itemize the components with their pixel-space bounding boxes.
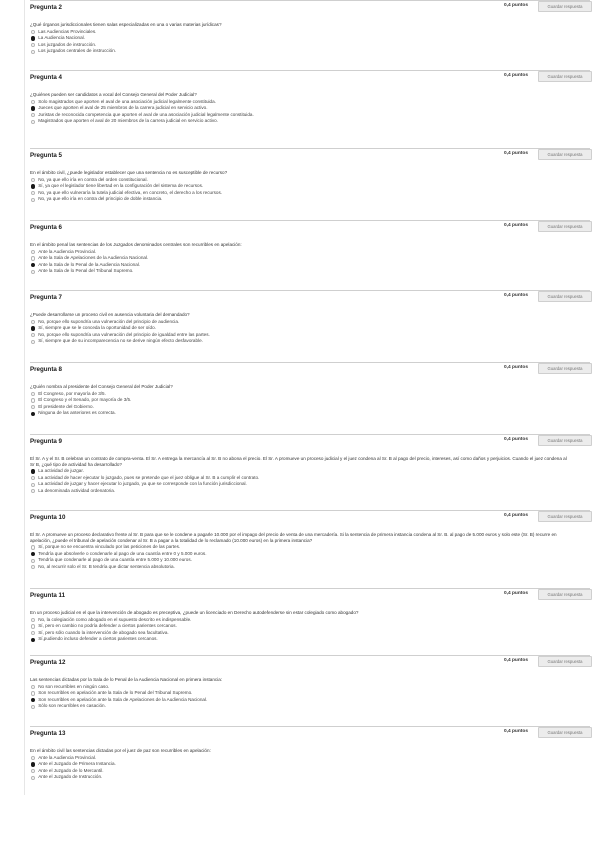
question-text: En el ámbito civil, ¿puede legislador establecer que una sentencia no es susceptible de recurso?	[30, 170, 228, 175]
radio-empty-icon[interactable]	[31, 392, 35, 396]
question-block	[30, 220, 590, 275]
radio-empty-icon[interactable]	[31, 50, 35, 54]
answer-option[interactable]	[31, 404, 590, 411]
answer-options	[30, 617, 590, 643]
answer-option-label: No, la colegiación como abogado en el supuesto descrito es indispensable.	[38, 616, 192, 622]
answer-option[interactable]	[31, 99, 590, 106]
answer-option[interactable]	[31, 249, 590, 256]
answer-option[interactable]	[31, 183, 590, 190]
radio-empty-icon[interactable]	[31, 120, 35, 124]
question-score: 0,4 puntos	[504, 3, 528, 8]
answer-option[interactable]	[31, 544, 590, 551]
answer-option-label: Los juzgados de instrucción.	[38, 41, 97, 47]
answer-option-label: Magistrados que aporten el aval de 20 miembros de la carrera judicial en servicio activo.	[38, 118, 218, 124]
save-answer-button[interactable]: Guardar respuesta	[538, 435, 592, 446]
save-answer-button[interactable]: Guardar respuesta	[538, 71, 592, 82]
question-block	[30, 510, 590, 571]
question-text: ¿Puede desarrollarse un proceso civil en ausencia voluntaria del demandado?	[30, 312, 190, 317]
radio-empty-icon[interactable]	[31, 483, 35, 487]
radio-empty-icon[interactable]	[31, 191, 35, 195]
radio-empty-icon[interactable]	[31, 405, 35, 409]
answer-option[interactable]	[31, 684, 590, 691]
radio-empty-icon[interactable]	[31, 43, 35, 47]
question-text: ¿Quién nombra al presidente del Consejo General del Poder Judicial?	[30, 384, 173, 389]
answer-option[interactable]	[31, 196, 590, 203]
answer-option-label: Ante el Juzgado de Instrucción.	[38, 774, 103, 780]
question-title: Pregunta 4	[30, 74, 62, 81]
answer-option-label: Sí, porque no se encuentra vinculado por las peticiones de las partes.	[38, 544, 181, 550]
question-block	[30, 290, 590, 345]
radio-empty-icon[interactable]	[31, 685, 35, 689]
answer-option[interactable]	[31, 557, 590, 564]
question-text: El Sr. A promueve un proceso declarativo frente al Sr. B para que se le condene a pagarle 10.000 por el impago del precio de venta de una mercadería. Si la sentencia de primera instancia condena al Sr. B. al pago de 5.000 euros y solo este (Sr. B) recurre en apelación, ¿puede el tribunal de apelación condenar al Sr. B a pagar a la totalidad de lo reclamado (10.000 euros) en la primera instancia?	[30, 532, 557, 543]
page-left-rule	[24, 0, 25, 795]
radio-selected-icon[interactable]	[31, 698, 35, 702]
answer-option-label: Sí,pudiendo incluso defender a ciertos parientes cercanos.	[38, 636, 158, 642]
radio-selected-icon[interactable]	[31, 762, 35, 766]
answer-options	[30, 99, 590, 125]
answer-option[interactable]	[31, 551, 590, 558]
answer-option-label: El presidente del Gobierno.	[38, 403, 94, 409]
answer-option-label: No, ya que ello iría en contra del orden constitucional.	[38, 176, 148, 182]
radio-empty-icon[interactable]	[31, 545, 35, 549]
question-score: 0,4 puntos	[504, 729, 528, 734]
radio-empty-icon[interactable]	[31, 769, 35, 773]
question-text: ¿Qué órganos jurisdiccionales tienen salas especializadas en una o varias materias jurídicas?	[30, 22, 222, 27]
radio-empty-icon[interactable]	[31, 320, 35, 324]
answer-option[interactable]	[31, 768, 590, 775]
question-title: Pregunta 2	[30, 4, 62, 11]
question-title: Pregunta 10	[30, 514, 66, 521]
radio-empty-icon[interactable]	[31, 776, 35, 780]
answer-option[interactable]	[31, 397, 590, 404]
answer-option-label: Sí, pero sólo cuando la intervención de abogado sea facultativa.	[38, 629, 169, 635]
radio-empty-icon[interactable]	[31, 113, 35, 117]
answer-option-label: Son recurribles en apelación ante la Sala de lo Penal del Tribunal Supremo.	[38, 690, 193, 696]
answer-option[interactable]	[31, 636, 590, 643]
question-score: 0,4 puntos	[504, 658, 528, 663]
answer-options	[30, 391, 590, 417]
question-text: En el ámbito penal las sentencias de los Juzgados denominados centrales son recurribles en apelación:	[30, 242, 242, 247]
answer-option[interactable]	[31, 623, 590, 630]
question-block	[30, 0, 590, 55]
radio-selected-icon[interactable]	[31, 326, 35, 330]
answer-option-label: Las Audiencias Provinciales.	[38, 28, 97, 34]
answer-option-label: La denominada actividad ordenatoria.	[38, 487, 116, 493]
answer-option[interactable]	[31, 481, 590, 488]
question-block	[30, 362, 590, 417]
answer-option-label: El Congreso y el Senado, por mayoría de 3/5.	[38, 397, 132, 403]
question-block	[30, 588, 590, 643]
answer-options	[30, 544, 590, 570]
answer-option[interactable]	[31, 112, 590, 119]
answer-option[interactable]	[31, 630, 590, 637]
answer-option-label: Tendría que condenarle al pago de una cuantía entre 5.000 y 10.000 euros.	[38, 557, 192, 563]
radio-empty-icon[interactable]	[31, 691, 35, 695]
answer-option[interactable]	[31, 35, 590, 42]
answer-option-label: No, ya que ello vulneraría la tutela judicial efectiva, en concreto, el derecho a los recursos.	[38, 189, 223, 195]
question-title: Pregunta 9	[30, 438, 62, 445]
answer-option-label: No, porque ello supondría una vulneración del principio de audiencia.	[38, 318, 180, 324]
answer-option-label: Sí, siempre que de su incomparecencia no se derive ningún efecto desfavorable.	[38, 338, 203, 344]
radio-selected-icon[interactable]	[31, 412, 35, 416]
question-title: Pregunta 11	[30, 592, 66, 599]
question-title: Pregunta 6	[30, 224, 62, 231]
radio-selected-icon[interactable]	[31, 263, 35, 267]
answer-option[interactable]	[31, 325, 590, 332]
question-score: 0,4 puntos	[504, 513, 528, 518]
radio-empty-icon[interactable]	[31, 398, 35, 402]
answer-option[interactable]	[31, 703, 590, 710]
answer-options	[30, 468, 590, 494]
answer-option[interactable]	[31, 475, 590, 482]
radio-empty-icon[interactable]	[31, 340, 35, 344]
question-title: Pregunta 13	[30, 730, 66, 737]
answer-option[interactable]	[31, 338, 590, 345]
radio-selected-icon[interactable]	[31, 184, 35, 188]
answer-option-label: Tendría que absolverle o condenarle al pago de una cuantía entre 0 y 5.000 euros.	[38, 550, 207, 556]
answer-options	[30, 755, 590, 781]
answer-option-label: Ante el Juzgado de Primera Instancia.	[38, 761, 116, 767]
answer-options	[30, 319, 590, 345]
answer-options	[30, 177, 590, 203]
answer-option[interactable]	[31, 697, 590, 704]
radio-empty-icon[interactable]	[31, 559, 35, 563]
radio-empty-icon[interactable]	[31, 631, 35, 635]
radio-empty-icon[interactable]	[31, 624, 35, 628]
radio-empty-icon[interactable]	[31, 618, 35, 622]
answer-option[interactable]	[31, 391, 590, 398]
radio-empty-icon[interactable]	[31, 705, 35, 709]
radio-selected-icon[interactable]	[31, 36, 35, 40]
radio-empty-icon[interactable]	[31, 100, 35, 104]
answer-option[interactable]	[31, 177, 590, 184]
radio-empty-icon[interactable]	[31, 198, 35, 202]
answer-option[interactable]	[31, 564, 590, 571]
answer-option[interactable]	[31, 761, 590, 768]
save-answer-button[interactable]: Guardar respuesta	[538, 656, 592, 667]
question-score: 0,4 puntos	[504, 73, 528, 78]
answer-option-label: Sí, ya que el legislador tiene libertad en la configuración del sistema de recursos.	[38, 183, 204, 189]
question-score: 0,4 puntos	[504, 365, 528, 370]
answer-option[interactable]	[31, 774, 590, 781]
radio-empty-icon[interactable]	[31, 756, 35, 760]
answer-option-label: La actividad de juzgar y hacer ejecutar lo juzgado, ya que se corresponde con la función jurisdiccional.	[38, 481, 247, 487]
answer-option[interactable]	[31, 755, 590, 762]
question-score: 0,4 puntos	[504, 591, 528, 596]
answer-options	[30, 29, 590, 55]
question-score: 0,4 puntos	[504, 151, 528, 156]
answer-option-label: Ninguna de las anteriores es correcta.	[38, 410, 116, 416]
answer-option-label: Ante la Sala de Apelaciones de la Audiencia Nacional.	[38, 255, 149, 261]
answer-option[interactable]	[31, 268, 590, 275]
radio-empty-icon[interactable]	[31, 178, 35, 182]
radio-selected-icon[interactable]	[31, 552, 35, 556]
save-answer-button[interactable]: Guardar respuesta	[538, 589, 592, 600]
question-block	[30, 726, 590, 781]
radio-selected-icon[interactable]	[31, 469, 35, 473]
save-answer-button[interactable]: Guardar respuesta	[538, 511, 592, 522]
save-answer-button[interactable]: Guardar respuesta	[538, 291, 592, 302]
answer-option[interactable]	[31, 488, 590, 495]
question-text: El Sr. A y el Sr. B celebran un contrato de compra-venta. El Sr. A entrega la mercancía al Sr. B no abona el precio. El Sr. A promueve un proceso judicial y el juez condena al Sr. B al pago del precio, intereses, así como daños y perjuicios. Cuando el juez condena al Sr B, ¿qué tipo de actividad ha desarrollado?	[30, 456, 567, 467]
question-text: Las sentencias dictadas por la Sala de lo Penal de la Audiencia Nacional en primera instancia:	[30, 677, 223, 682]
answer-options	[30, 684, 590, 710]
answer-option[interactable]	[31, 410, 590, 417]
radio-empty-icon[interactable]	[31, 333, 35, 337]
answer-option-label: Sólo son recurribles en casación.	[38, 703, 106, 709]
question-title: Pregunta 12	[30, 659, 66, 666]
radio-empty-icon[interactable]	[31, 270, 35, 274]
radio-empty-icon[interactable]	[31, 30, 35, 34]
question-block	[30, 70, 590, 125]
answer-option[interactable]	[31, 468, 590, 475]
radio-selected-icon[interactable]	[31, 638, 35, 642]
answer-option[interactable]	[31, 690, 590, 697]
save-answer-button[interactable]: Guardar respuesta	[538, 1, 592, 12]
answer-option[interactable]	[31, 29, 590, 36]
save-answer-button[interactable]: Guardar respuesta	[538, 363, 592, 374]
answer-option-label: Ante la Audiencia Provincial.	[38, 754, 97, 760]
answer-option[interactable]	[31, 118, 590, 125]
question-title: Pregunta 8	[30, 366, 62, 373]
answer-option-label: Sí, siempre que se le conceda la oportunidad de ser oído.	[38, 325, 156, 331]
radio-empty-icon[interactable]	[31, 256, 35, 260]
answer-option[interactable]	[31, 319, 590, 326]
question-text: ¿Quiénes pueden ser candidatos a vocal del Consejo General del Poder Judicial?	[30, 92, 197, 97]
answer-option[interactable]	[31, 332, 590, 339]
answer-option[interactable]	[31, 262, 590, 269]
answer-option-label: La actividad de hacer ejecutar lo juzgado, pues se pretende que el juez obligue al Sr. B a cumplir el contrato.	[38, 474, 260, 480]
answer-option-label: La actividad de juzgar.	[38, 468, 84, 474]
answer-option-label: No son recurribles en ningún caso.	[38, 683, 110, 689]
answer-option[interactable]	[31, 48, 590, 55]
radio-selected-icon[interactable]	[31, 106, 35, 110]
answer-option-label: Sí, pero en cambio no podría defender a ciertos parientes cercanos.	[38, 623, 177, 629]
answer-option-label: El Congreso, por mayoría de 3/5.	[38, 390, 106, 396]
save-answer-button[interactable]: Guardar respuesta	[538, 727, 592, 738]
question-title: Pregunta 5	[30, 152, 62, 159]
question-text: En un proceso judicial en el que la intervención de abogado es preceptiva, ¿puede un licenciado en Derecho autodefenderse sin estar colegiado como abogado?	[30, 610, 359, 615]
answer-option[interactable]	[31, 42, 590, 49]
question-block	[30, 148, 590, 203]
answer-options	[30, 249, 590, 275]
answer-option-label: Ante la Sala de lo Penal del Tribunal Supremo.	[38, 268, 134, 274]
question-block	[30, 434, 590, 495]
answer-option-label: Solo magistrados que aporten el aval de una asociación judicial legalmente constituida.	[38, 98, 216, 104]
save-answer-button[interactable]: Guardar respuesta	[538, 149, 592, 160]
question-title: Pregunta 7	[30, 294, 62, 301]
question-score: 0,4 puntos	[504, 293, 528, 298]
answer-option-label: Los juzgados centrales de instrucción.	[38, 48, 117, 54]
answer-option[interactable]	[31, 105, 590, 112]
question-block	[30, 655, 590, 710]
radio-empty-icon[interactable]	[31, 565, 35, 569]
answer-option[interactable]	[31, 617, 590, 624]
radio-empty-icon[interactable]	[31, 489, 35, 493]
answer-option-label: No, al recurrir solo el Sr. B tendría que dictar sentencia absolutoria.	[38, 563, 175, 569]
question-text: En el ámbito civil las sentencias dictadas por el juez de paz son recurribles en apelación:	[30, 748, 211, 753]
answer-option-label: No, porque ello supondría una vulneración del principio de igualdad entre las partes.	[38, 331, 210, 337]
answer-option-label: No, ya que ello iría en contra del principio de doble instancia.	[38, 196, 163, 202]
question-score: 0,4 puntos	[504, 437, 528, 442]
answer-option-label: La Audiencia Nacional.	[38, 35, 85, 41]
save-answer-button[interactable]: Guardar respuesta	[538, 221, 592, 232]
answer-option-label: Son recurribles en apelación ante la Sala de Apelaciones de la Audiencia Nacional.	[38, 696, 208, 702]
answer-option-label: Ante la Sala de lo Penal de la Audiencia Nacional.	[38, 261, 141, 267]
answer-option-label: Jueces que aporten el aval de 25 miembros de la carrera judicial en servicio activo.	[38, 105, 208, 111]
answer-option[interactable]	[31, 190, 590, 197]
radio-empty-icon[interactable]	[31, 476, 35, 480]
radio-empty-icon[interactable]	[31, 250, 35, 254]
answer-option-label: Ante el Juzgado de lo Mercantil.	[38, 767, 104, 773]
answer-option-label: Ante la Audiencia Provincial.	[38, 248, 97, 254]
answer-option-label: Juristas de reconocida competencia que aporten el aval de una asociación judicial legalmente constituida.	[38, 111, 254, 117]
question-score: 0,4 puntos	[504, 223, 528, 228]
answer-option[interactable]	[31, 255, 590, 262]
